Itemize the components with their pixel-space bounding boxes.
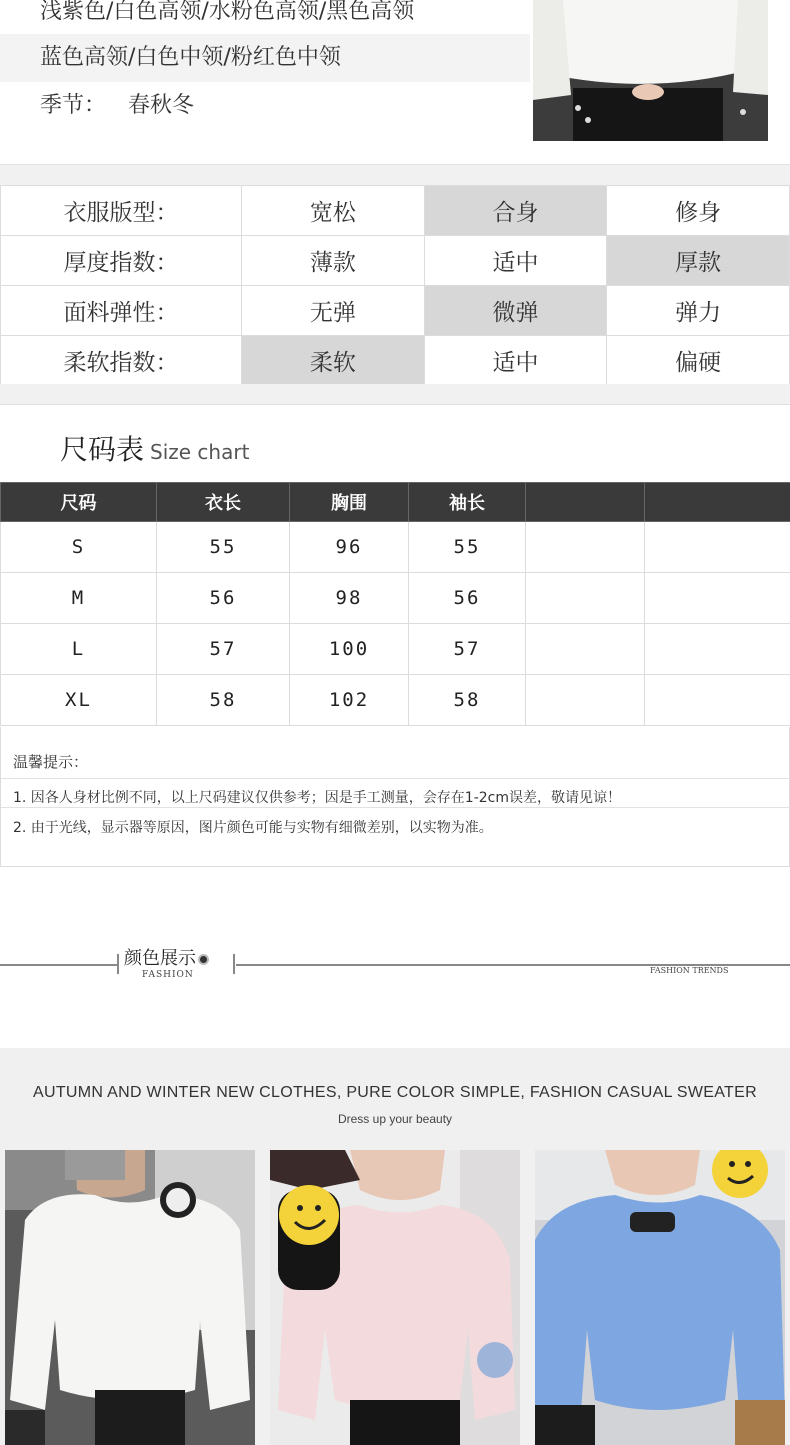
attribute-option: 适中 — [424, 236, 607, 286]
note-item: 1. 因各人身材比例不同，以上尺码建议仅供参考；因是手工测量，会存在1-2cm误差，敬请见谅！ — [13, 790, 622, 806]
table-cell: M — [1, 573, 157, 624]
attribute-option: 宽松 — [242, 186, 425, 236]
header-rule-left — [0, 964, 118, 966]
table-cell — [645, 573, 790, 624]
size-chart-title-zh: 尺码表 — [60, 433, 145, 466]
season-value: 春秋冬 — [128, 93, 195, 118]
table-row — [1, 624, 790, 675]
attribute-table — [0, 185, 790, 386]
column-header-size: 尺码 — [1, 483, 157, 522]
table-cell: 58 — [409, 675, 526, 726]
table-cell: 98 — [290, 573, 409, 624]
column-header-empty — [526, 483, 645, 522]
color-display-subtitle: FASHION — [142, 970, 194, 980]
header-tick — [117, 954, 119, 974]
attribute-row-elasticity — [1, 286, 790, 336]
table-cell — [526, 675, 645, 726]
table-cell — [645, 624, 790, 675]
product-thumbnail-photo — [533, 0, 768, 141]
table-cell: S — [1, 522, 157, 573]
table-cell: L — [1, 624, 157, 675]
pink-sweater-photo — [270, 1150, 520, 1445]
table-cell — [526, 624, 645, 675]
column-header-sleeve: 袖长 — [409, 483, 526, 522]
bullet-dot-icon — [198, 954, 209, 965]
notes-box — [0, 727, 790, 867]
attribute-label: 柔软指数： — [1, 336, 242, 386]
color-display-title-text: 颜色展示 — [124, 948, 196, 969]
size-chart-table — [0, 482, 790, 726]
column-header-length: 衣长 — [157, 483, 290, 522]
attribute-option: 偏硬 — [607, 336, 790, 386]
gallery-subtitle: Dress up your beauty — [337, 1112, 453, 1126]
table-cell: 100 — [290, 624, 409, 675]
section-divider-band — [0, 384, 790, 405]
table-cell — [645, 522, 790, 573]
table-cell: 102 — [290, 675, 409, 726]
table-row — [1, 522, 790, 573]
table-cell — [526, 522, 645, 573]
table-cell — [526, 573, 645, 624]
attribute-row-softness — [1, 336, 790, 386]
table-cell: 96 — [290, 522, 409, 573]
blue-sweater-photo — [535, 1150, 785, 1445]
table-cell: 57 — [157, 624, 290, 675]
attribute-option: 修身 — [607, 186, 790, 236]
table-row — [1, 573, 790, 624]
product-info-block — [0, 0, 790, 164]
attribute-option-selected: 厚款 — [607, 236, 790, 286]
attribute-option-selected: 合身 — [424, 186, 607, 236]
table-cell: 56 — [409, 573, 526, 624]
attribute-option: 弹力 — [607, 286, 790, 336]
attribute-label: 厚度指数： — [1, 236, 242, 286]
section-divider-band — [0, 164, 790, 186]
color-options-line-1: 浅紫色/白色高领/水粉色高领/黑色高领 — [40, 0, 415, 24]
gallery-title: AUTUMN AND WINTER NEW CLOTHES, PURE COLOR SIMPLE, FASHION CASUAL SWEATER — [33, 1084, 757, 1101]
table-cell — [645, 675, 790, 726]
attribute-label: 衣服版型： — [1, 186, 242, 236]
attribute-row-thickness — [1, 236, 790, 286]
fashion-trends-label: FASHION TRENDS — [650, 966, 729, 975]
table-cell: 57 — [409, 624, 526, 675]
season-label: 季节： — [40, 93, 107, 118]
notes-title: 温馨提示： — [13, 753, 89, 771]
column-header-chest: 胸围 — [290, 483, 409, 522]
attribute-label: 面料弹性： — [1, 286, 242, 336]
attribute-option-selected: 柔软 — [242, 336, 425, 386]
table-cell: 56 — [157, 573, 290, 624]
note-item: 2. 由于光线，显示器等原因，图片颜色可能与实物有细微差别，以实物为准。 — [13, 820, 493, 836]
color-display-title — [124, 944, 209, 970]
color-options-line-2: 蓝色高领/白色中领/粉红色中领 — [0, 34, 530, 82]
season-row — [0, 82, 530, 130]
attribute-option: 无弹 — [242, 286, 425, 336]
size-chart-title — [60, 428, 249, 468]
attribute-row-fit — [1, 186, 790, 236]
table-cell: 55 — [157, 522, 290, 573]
gallery-section — [0, 1048, 790, 1445]
table-cell: XL — [1, 675, 157, 726]
table-row — [1, 675, 790, 726]
table-cell: 58 — [157, 675, 290, 726]
attribute-option: 薄款 — [242, 236, 425, 286]
color-display-header — [0, 940, 790, 990]
table-cell: 55 — [409, 522, 526, 573]
header-tick — [233, 954, 235, 974]
column-header-empty — [645, 483, 790, 522]
white-sweater-photo — [5, 1150, 255, 1445]
attribute-option: 适中 — [424, 336, 607, 386]
size-chart-header-row — [1, 483, 790, 522]
size-chart-title-en: Size chart — [150, 440, 250, 464]
attribute-option-selected: 微弹 — [424, 286, 607, 336]
